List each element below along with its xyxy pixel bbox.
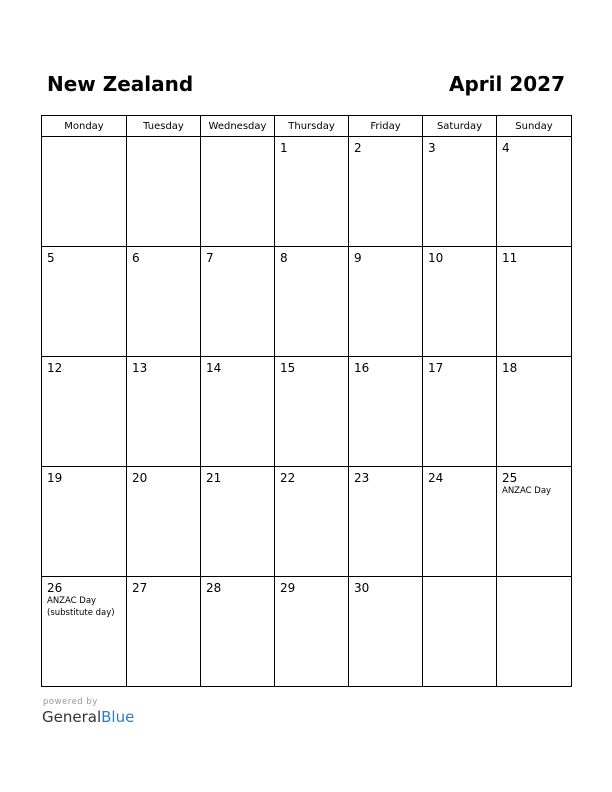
day-cell [42,247,127,357]
day-number: 8 [280,251,288,265]
day-cell [275,467,349,577]
day-number: 21 [206,471,222,485]
day-number: 15 [280,361,296,375]
day-number: 27 [132,581,148,595]
weekday-header: Sunday [497,116,572,137]
powered-by-text: powered by [43,697,98,707]
week-row [42,577,572,687]
day-number: 12 [47,361,63,375]
brand-general-text: General [42,708,102,726]
day-cell [423,467,497,577]
day-number: 16 [354,361,370,375]
day-number: 13 [132,361,148,375]
day-number: 24 [428,471,444,485]
week-row [42,357,572,467]
holiday-label: ANZAC Day [502,486,552,496]
calendar-grid [41,115,572,687]
day-number: 7 [206,251,214,265]
day-cell [423,137,497,247]
day-cell [349,357,423,467]
month-title: April 2027 [449,72,565,96]
day-number: 19 [47,471,63,485]
day-cell [497,357,572,467]
day-cell [349,577,423,687]
day-number: 2 [354,141,362,155]
day-cell [42,467,127,577]
day-cell [497,467,572,577]
day-cell [42,137,127,247]
day-number: 3 [428,141,436,155]
weekday-header: Tuesday [127,116,201,137]
day-cell [349,247,423,357]
day-number: 5 [47,251,55,265]
day-cell [423,357,497,467]
day-number: 14 [206,361,222,375]
day-cell [127,357,201,467]
day-number: 17 [428,361,444,375]
day-cell [201,577,275,687]
day-cell [349,467,423,577]
day-cell [201,467,275,577]
generalblue-logo[interactable] [42,708,134,726]
day-number: 4 [502,141,510,155]
weekday-header: Saturday [423,116,497,137]
day-number: 20 [132,471,148,485]
brand-blue-text: Blue [101,708,135,726]
day-number: 28 [206,581,222,595]
day-number: 18 [502,361,518,375]
weekday-header: Thursday [275,116,349,137]
day-cell [423,247,497,357]
day-cell [497,577,572,687]
day-cell [275,247,349,357]
weekday-header: Wednesday [201,116,275,137]
week-row [42,247,572,357]
day-number: 1 [280,141,288,155]
day-cell [127,577,201,687]
day-cell [201,247,275,357]
day-number: 26 [47,581,63,595]
day-cell [127,467,201,577]
day-cell [497,137,572,247]
day-cell [201,137,275,247]
weekday-header: Monday [42,116,127,137]
day-cell [127,137,201,247]
day-cell [497,247,572,357]
day-cell [275,357,349,467]
week-row [42,467,572,577]
weekday-header-row [42,116,572,137]
day-cell [275,137,349,247]
day-number: 29 [280,581,296,595]
day-cell [349,137,423,247]
day-cell [201,357,275,467]
day-number: 11 [502,251,518,265]
day-cell [42,357,127,467]
country-title: New Zealand [47,72,194,96]
holiday-label: ANZAC Day (substitute day) [47,596,115,618]
day-cell [275,577,349,687]
day-number: 25 [502,471,518,485]
day-number: 22 [280,471,296,485]
weekday-header: Friday [349,116,423,137]
week-row [42,137,572,247]
day-number: 23 [354,471,370,485]
day-cell [127,247,201,357]
day-number: 6 [132,251,140,265]
day-number: 10 [428,251,444,265]
day-number: 30 [354,581,370,595]
day-cell [42,577,127,687]
day-number: 9 [354,251,362,265]
day-cell [423,577,497,687]
